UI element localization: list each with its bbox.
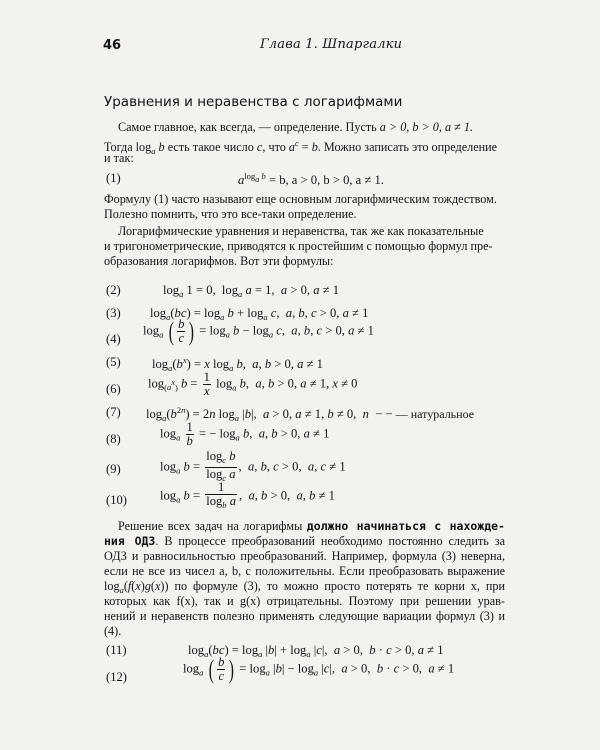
- intro-line-2: Тогда $\log_a b$ есть такое число c, что $a^c = b$. Можно записать это определение: [104, 138, 498, 156]
- formula-5: $\log_a(b^x) = x$ $\log_a b$, a, b > 0, a ≠ 1: [152, 355, 323, 373]
- formula-number: (3): [106, 306, 121, 320]
- para4-line-1: Решение всех задач на логарифмы должно начинаться с нахожде-: [118, 519, 505, 533]
- formula-number: (9): [106, 462, 121, 476]
- section-title: Уравнения и неравенства с логарифмами: [104, 94, 403, 110]
- para4-line-3: ОДЗ и равносильностью преобразований. Например, формула (3) неверна,: [104, 549, 505, 563]
- formula-2: $\log_a 1 = 0$, $\log_a a = 1$, a > 0, a ≠ 1: [163, 283, 339, 299]
- formula-number: (2): [106, 283, 121, 297]
- formula-number: (7): [106, 405, 121, 419]
- formula-7: $\log_a(b^{2n}) = 2n$ $\log_a |b|$, a > 0, a ≠ 1, b ≠ 0, n − − — натуральное: [146, 405, 475, 423]
- definition-formula: $a^{log_a b} = b$, a > 0, b > 0, a ≠ 1.: [238, 171, 384, 187]
- formula-number: (10): [106, 493, 127, 507]
- formula-12: $\log_a$ ( $\frac{b}{c}$ ) = $\log_a |b| - \log_a |c|$, a > 0, b · c > 0, a ≠ 1: [183, 654, 455, 684]
- formula-number: (4): [106, 332, 121, 346]
- formula-number: (5): [106, 355, 121, 369]
- formula-number: (12): [106, 670, 127, 684]
- para4-line-2: ния ОДЗ. В процессе преобразований необходимо постоянно следить за: [104, 534, 505, 548]
- para2-line-2: Полезно помнить, что это все-таки определение.: [104, 207, 357, 221]
- para3-line-2: и тригонометрические, приводятся к простейшим с помощью формул пре-: [104, 239, 493, 253]
- formula-number: (6): [106, 382, 121, 396]
- formula-number: (8): [106, 432, 121, 446]
- formula-9: $\log_a b$ = $\frac{\log_c b}{\log_c a}$ , a, b, c > 0, a, c ≠ 1: [160, 449, 346, 483]
- formula-10: $\log_a b$ = $\frac{1}{\log_b a}$ , a, b > 0, a, b ≠ 1: [160, 480, 335, 510]
- intro-line-1: Самое главное, как всегда, — определение. Пусть a > 0, b > 0, a ≠ 1.: [118, 120, 473, 134]
- para4-line-7: нений и неравенств полезно применять следующие вариации формул (3) и: [104, 609, 505, 623]
- para4-line-4: если не все из чисел a, b, c положительны. Если преобразовать выражение: [104, 564, 505, 578]
- para3-line-3: образования логарифмов. Вот эти формулы:: [104, 254, 334, 268]
- intro-line-3: и так:: [104, 151, 134, 165]
- para3-line-1: Логарифмические уравнения и неравенства, так же как показательные: [118, 224, 484, 238]
- formula-6: $\log_{(a^x)} b$ = $\frac{1}{x}$ $\log_a b$, a, b > 0, a ≠ 1, x ≠ 0: [148, 370, 358, 398]
- para4-line-6: которых как f(x), так и g(x) отрицательны. Поэтому при решении урав-: [104, 594, 505, 608]
- formula-number: (1): [106, 171, 121, 185]
- formula-8: $\log_a$ $\frac{1}{b}$ = − $\log_a b$, a, b > 0, a ≠ 1: [160, 420, 330, 448]
- running-header: Глава 1. Шпаргалки: [260, 37, 403, 52]
- para2-line-1: Формулу (1) часто называют еще основным логарифмическим тождеством.: [104, 192, 497, 206]
- formula-number: (11): [106, 643, 127, 657]
- para4-line-5: $\log_a(f(x)g(x))$ по формуле (3), то можно просто потерять те корни x, при: [104, 579, 505, 595]
- para4-line-8: (4).: [104, 624, 122, 638]
- formula-11: $\log_a(bc) = \log_a |b| + \log_a |c|$, a > 0, b · c > 0, a ≠ 1: [188, 643, 444, 659]
- formula-4: $\log_a$ ( $\frac{b}{c}$ ) = $\log_a b - \log_a c$, a, b, c > 0, a ≠ 1: [143, 316, 374, 346]
- formula-3: $\log_a(bc) = \log_a b + \log_a c$, a, b, c > 0, a ≠ 1: [150, 306, 369, 322]
- page-number: 46: [103, 38, 122, 53]
